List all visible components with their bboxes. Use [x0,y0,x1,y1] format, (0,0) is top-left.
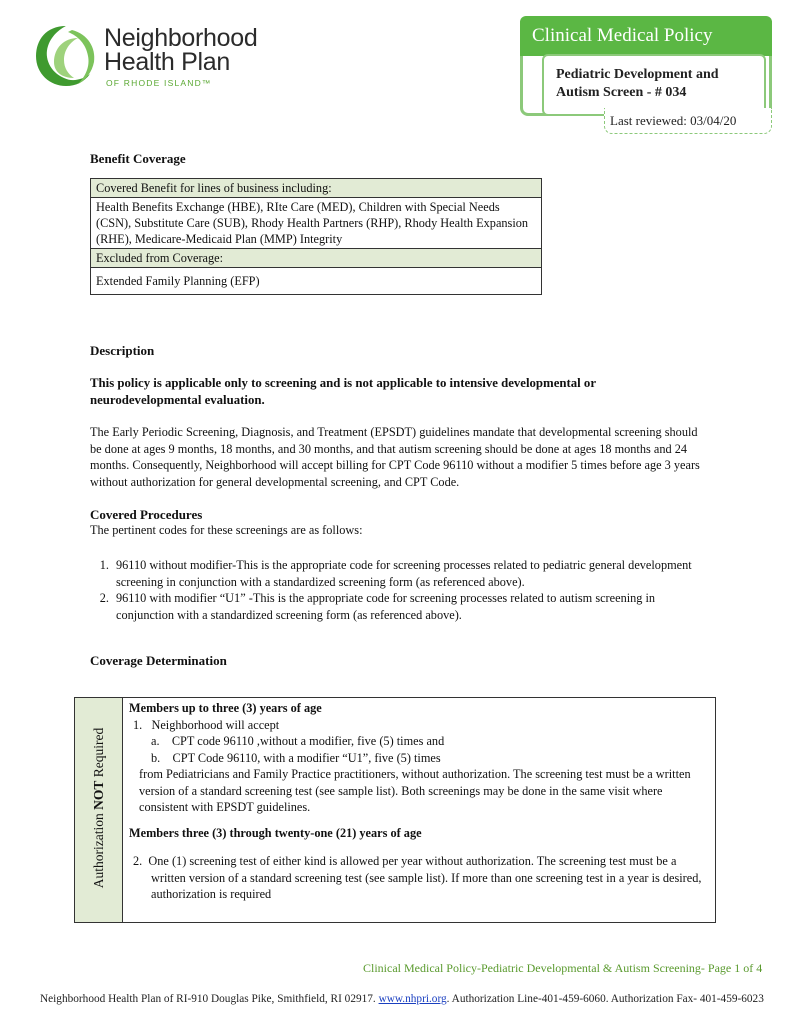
benefit-coverage-heading: Benefit Coverage [90,151,186,166]
policy-header-box [520,16,772,134]
procedure-list [90,557,702,623]
benefit-coverage-table [90,178,542,295]
policy-header-title: Clinical Medical Policy [532,25,713,46]
description-body: The Early Periodic Screening, Diagnosis, and Treatment (EPSDT) guidelines mandate that developmental screening should be done at ages 9 months, 18 months, and 30 months, and that autism screening should be done at ages 18 months and 24 months. Consequently, Neighborhood will accept billing for CPT Code 96110 without a modifier 5 times before age 3 years without authorization for general developmental screening, and CPT Code. [90,425,700,489]
authorization-side-column [75,698,123,922]
authorization-not-required-label: Authorization NOT Required [91,727,106,889]
description-heading: Description [90,343,155,358]
rule-item-2: 2. One (1) screening test of either kind is allowed per year without authorization. The screening test must be a written version of a standard screening test (see sample list). If more than one screening test in a year is desired, authorization is required [133,854,702,901]
rule-item-1-details: from Pediatricians and Family Practice practitioners, without authorization. The screening test must be a written version of a standard screening test (see sample list). Both screenings may be done in the same visit where consistent with EPSDT guidelines. [139,767,691,814]
rule-item-1b: b. CPT Code 96110, with a modifier “U1”, five (5) times [151,750,441,765]
logo-text-health-plan: Health Plan [104,48,230,76]
procedure-item-1: 1. 96110 without modifier-This is the appropriate code for screening processes related to pediatric general development screening in conjunction with a standardized screening form (as referenced above). [112,557,702,590]
group-three-to-twentyone-heading: Members three (3) through twenty-one (21) years of age [129,825,422,840]
description-applicability-note: This policy is applicable only to screening and is not applicable to intensive developmental or neurodevelopmental evaluation. [90,376,596,407]
coverage-determination-heading: Coverage Determination [90,653,227,668]
excluded-label: Excluded from Coverage: [91,249,542,268]
footer-page-line: Clinical Medical Policy-Pediatric Developmental & Autism Screening- Page 1 of 4 [363,961,763,975]
website-link[interactable]: www.nhpri.org [378,993,447,1005]
coverage-rules [129,700,713,903]
footer-address: Neighborhood Health Plan of RI-910 Douglas Pike, Smithfield, RI 02917. www.nhpri.org. Authorization Line-401-459-6060. Authorization Fax- 401-459-6023 [40,993,764,1005]
covered-benefit-lines: Health Benefits Exchange (HBE), RIte Care (MED), Children with Special Needs (CSN), Substitute Care (SUB), Rhody Health Partners (RHP), Rhody Health Expansion (RHE), Medicare-Medicaid Plan (MMP) Integrity [91,198,542,249]
procedure-item-2: 2. 96110 with modifier “U1” -This is the appropriate code for screening processes related to autism screening in conjunction with a standardized screening form (as referenced above). [112,590,702,623]
group-under-three-heading: Members up to three (3) years of age [129,701,322,715]
covered-procedures-heading: Covered Procedures [90,507,203,522]
logo-text-neighborhood: Neighborhood [104,24,258,52]
nhp-logo [32,22,272,90]
covered-procedures-intro: The pertinent codes for these screenings are as follows: [90,523,363,537]
rule-item-1a: a. CPT code 96110 ,without a modifier, five (5) times and [151,734,445,748]
last-reviewed-date: Last reviewed: 03/04/20 [610,113,737,128]
nhp-logo-mark-icon [32,22,100,90]
logo-text-rhode-island: OF RHODE ISLAND™ [106,78,212,88]
policy-title: Pediatric Development and Autism Screen - # 034 [556,67,719,100]
coverage-determination-table [74,697,716,923]
covered-benefit-label: Covered Benefit for lines of business including: [91,179,542,198]
excluded-lines: Extended Family Planning (EFP) [91,268,542,295]
rule-item-1: 1. Neighborhood will accept [133,717,280,732]
